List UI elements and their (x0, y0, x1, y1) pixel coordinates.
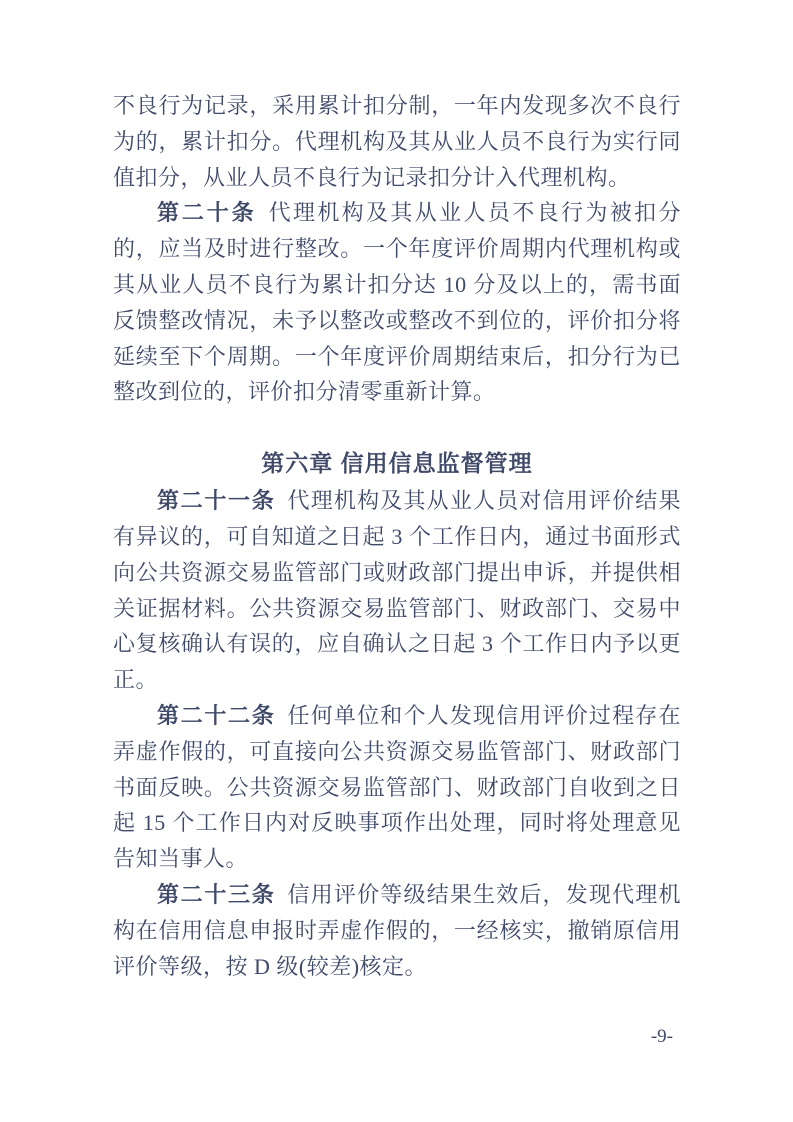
article-21-lead: 第二十一条 (157, 488, 276, 514)
article-23-lead: 第二十三条 (157, 881, 276, 907)
article-22-paragraph (113, 698, 681, 877)
paragraph-text: 代理机构及其从业人员不良行为被扣分的，应当及时进行整改。一个年度评价周期内代理机构或其从业人员不良行为累计扣分达 10 分及以上的，需书面反馈整改情况，未予以整改或整改不到位的，评价扣分将延续至下个周期。一个年度评价周期结束后，扣分行为已整改到位的，评价扣分清零重新计算。 (113, 200, 681, 405)
paragraph-text: 不良行为记录，采用累计扣分制，一年内发现多次不良行为的，累计扣分。代理机构及其从业人员不良行为实行同值扣分，从业人员不良行为记录扣分计入代理机构。 (113, 93, 681, 190)
article-20-lead: 第二十条 (157, 200, 257, 226)
chapter-heading: 第六章 信用信息监督管理 (261, 450, 533, 477)
paragraph-text: 代理机构及其从业人员对信用评价结果有异议的，可自知道之日起 3 个工作日内，通过书面形式向公共资源交易监管部门或财政部门提出申诉，并提供相关证据材料。公共资源交易监管部门、财政部门、交易中心复核确认有误的，应自确认之日起 3 个工作日内予以更正。 (113, 488, 681, 693)
paragraph-text: 任何单位和个人发现信用评价过程存在弄虚作假的，可直接向公共资源交易监管部门、财政部门书面反映。公共资源交易监管部门、财政部门自收到之日起 15 个工作日内对反映事项作出处理，同时将处理意见告知当事人。 (113, 702, 681, 872)
article-21-paragraph (113, 483, 681, 698)
document-body (113, 88, 681, 984)
article-20-paragraph (113, 195, 681, 410)
page-number: -9- (650, 1026, 673, 1047)
paragraph-text: 信用评价等级结果生效后，发现代理机构在信用信息申报时弄虚作假的，一经核实，撤销原信用评价等级，按 D 级(较差)核定。 (113, 881, 681, 979)
article-22-lead: 第二十二条 (157, 702, 276, 728)
article-23-paragraph (113, 877, 681, 984)
paragraph-continuation (113, 88, 681, 195)
